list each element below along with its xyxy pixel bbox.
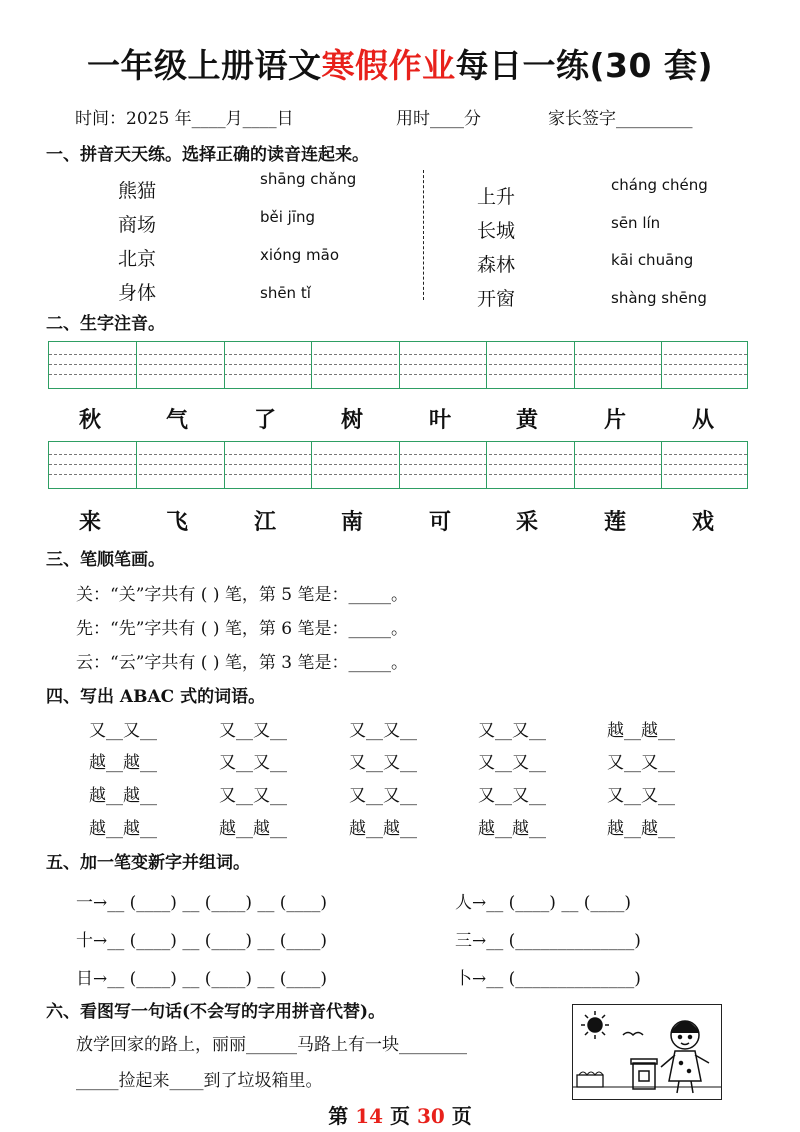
pinyin-left-1: shāng chǎng xyxy=(260,170,357,188)
pinyin-right-3: kāi chuāng xyxy=(611,251,694,269)
add-stroke-4: 人→__ (____) __ (____) xyxy=(455,893,631,913)
pinyin-left-4: shēn tǐ xyxy=(260,284,311,302)
stroke-question-3: 云：“云”字共有 ( ) 笔，第 3 笔是：_____。 xyxy=(76,653,408,673)
abac-4-2: 越__越__ xyxy=(219,819,287,839)
page-prefix: 第 xyxy=(328,1104,349,1128)
word-right-1: 上升 xyxy=(477,186,516,208)
bird-icon xyxy=(623,1033,643,1036)
title-part3: 每日一练(30 套) xyxy=(455,46,714,85)
add-stroke-1: 一→__ (____) __ (____) __ (____) xyxy=(76,893,328,913)
pinyin-grid-row-1[interactable] xyxy=(48,341,748,389)
page-title xyxy=(0,40,800,87)
divider-dashed xyxy=(423,170,424,300)
char-1-5: 叶 xyxy=(428,407,451,433)
section-6-heading: 六、看图写一句话(不会写的字用拼音代替)。 xyxy=(46,1002,386,1022)
word-left-3: 北京 xyxy=(118,248,157,270)
girl-figure xyxy=(661,1021,709,1093)
pinyin-right-1: cháng chéng xyxy=(611,176,708,194)
char-1-8: 从 xyxy=(691,407,714,433)
page-suffix: 页 xyxy=(451,1104,472,1128)
title-highlight: 寒假作业 xyxy=(321,46,456,85)
stroke-question-2: 先：“先”字共有 ( ) 笔，第 6 笔是：_____。 xyxy=(76,619,408,639)
word-left-1: 熊猫 xyxy=(118,180,157,202)
add-stroke-5: 三→__ (______________) xyxy=(455,931,641,951)
char-2-3: 江 xyxy=(253,509,276,535)
trash-bin-icon xyxy=(631,1059,657,1089)
abac-1-3: 又__又__ xyxy=(349,721,417,741)
abac-3-4: 又__又__ xyxy=(478,786,546,806)
char-2-7: 莲 xyxy=(603,509,626,535)
abac-4-3: 越__越__ xyxy=(349,819,417,839)
char-2-6: 采 xyxy=(515,509,538,535)
abac-1-4: 又__又__ xyxy=(478,721,546,741)
char-1-4: 树 xyxy=(340,407,363,433)
abac-2-4: 又__又__ xyxy=(478,753,546,773)
abac-3-3: 又__又__ xyxy=(349,786,417,806)
word-right-2: 长城 xyxy=(477,220,516,242)
pinyin-left-3: xióng māo xyxy=(260,246,339,264)
char-2-1: 来 xyxy=(78,509,101,535)
word-left-4: 身体 xyxy=(118,282,157,304)
abac-2-1: 越__越__ xyxy=(89,753,157,773)
title-part1: 一年级上册语文 xyxy=(86,46,322,85)
abac-4-5: 越__越__ xyxy=(607,819,675,839)
abac-2-3: 又__又__ xyxy=(349,753,417,773)
abac-1-2: 又__又__ xyxy=(219,721,287,741)
pinyin-right-4: shàng shēng xyxy=(611,289,707,307)
abac-4-1: 越__越__ xyxy=(89,819,157,839)
pinyin-right-2: sēn lín xyxy=(611,214,661,232)
char-1-1: 秋 xyxy=(78,407,101,433)
add-stroke-3: 日→__ (____) __ (____) __ (____) xyxy=(76,969,328,989)
char-2-8: 戏 xyxy=(691,509,714,535)
abac-3-2: 又__又__ xyxy=(219,786,287,806)
abac-3-1: 越__越__ xyxy=(89,786,157,806)
add-stroke-6: 卜→__ (______________) xyxy=(455,969,641,989)
sentence-line-1: 放学回家的路上，丽丽______马路上有一块________ xyxy=(76,1035,467,1055)
page-total: 30 xyxy=(416,1104,445,1128)
abac-2-2: 又__又__ xyxy=(219,753,287,773)
word-right-3: 森林 xyxy=(477,254,516,276)
stroke-question-1: 关：“关”字共有 ( ) 笔，第 5 笔是：_____。 xyxy=(76,585,408,605)
duration-field: 用时____分 xyxy=(396,109,481,129)
char-2-4: 南 xyxy=(340,509,363,535)
signature-field: 家长签字_________ xyxy=(548,109,693,129)
page-mid: 页 xyxy=(390,1104,410,1128)
section-3-heading: 三、笔顺笔画。 xyxy=(46,550,165,570)
date-field: 时间：2025 年____月____日 xyxy=(75,109,294,129)
abac-1-5: 越__越__ xyxy=(607,721,675,741)
section-1-heading: 一、拼音天天练。选择正确的读音连起来。 xyxy=(46,145,369,165)
illustration-girl-trash xyxy=(572,1004,722,1100)
char-1-2: 气 xyxy=(165,407,188,433)
page-current: 14 xyxy=(355,1104,384,1128)
char-2-5: 可 xyxy=(428,509,451,535)
section-4-heading: 四、写出 ABAC 式的词语。 xyxy=(46,687,266,707)
char-1-6: 黄 xyxy=(515,407,538,433)
abac-2-5: 又__又__ xyxy=(607,753,675,773)
abac-3-5: 又__又__ xyxy=(607,786,675,806)
char-2-2: 飞 xyxy=(165,509,188,535)
sun-icon xyxy=(581,1011,609,1039)
abac-1-1: 又__又__ xyxy=(89,721,157,741)
pinyin-grid-row-2[interactable] xyxy=(48,441,748,489)
pinyin-left-2: běi jīng xyxy=(260,208,316,226)
page-number xyxy=(0,1100,800,1129)
abac-4-4: 越__越__ xyxy=(478,819,546,839)
char-1-7: 片 xyxy=(603,407,626,433)
word-left-2: 商场 xyxy=(118,214,157,236)
section-5-heading: 五、加一笔变新字并组词。 xyxy=(46,853,250,873)
section-2-heading: 二、生字注音。 xyxy=(46,314,165,334)
add-stroke-2: 十→__ (____) __ (____) __ (____) xyxy=(76,931,328,951)
sentence-line-2: _____捡起来____到了垃圾箱里。 xyxy=(76,1071,323,1091)
char-1-3: 了 xyxy=(253,407,276,433)
word-right-4: 开窗 xyxy=(477,288,516,310)
